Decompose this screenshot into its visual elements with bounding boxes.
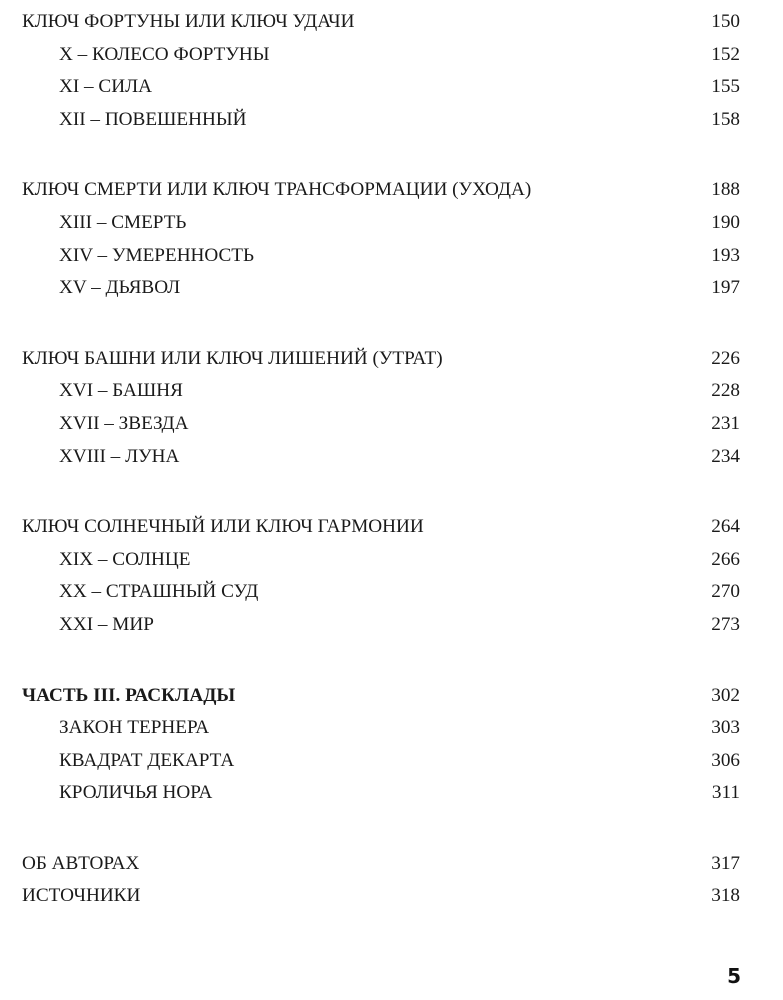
toc-entry — [22, 511, 740, 544]
toc-entry-title: КЛЮЧ СОЛНЕЧНЫЙ ИЛИ КЛЮЧ ГАРМОНИИ — [22, 516, 424, 538]
dot-leader — [213, 797, 711, 798]
toc-subentry-page: 228 — [711, 380, 740, 402]
toc-subentry-title: XIX – СОЛНЦЕ — [59, 548, 191, 570]
toc-section — [22, 680, 740, 810]
toc-subentry — [22, 104, 740, 137]
toc-entry-page: 302 — [711, 684, 740, 706]
toc-subentry-title: X – КОЛЕСО ФОРТУНЫ — [59, 43, 270, 65]
toc-subentry — [22, 71, 740, 104]
dot-leader — [235, 765, 710, 766]
toc-subentry — [22, 375, 740, 408]
page-number: 5 — [727, 964, 741, 988]
dot-leader — [191, 564, 710, 565]
toc-subentry-title: XVIII – ЛУНА — [59, 445, 180, 467]
toc-subentry-title: XIV – УМЕРЕННОСТЬ — [59, 244, 255, 266]
toc-entry — [22, 6, 740, 39]
toc-subentry-title: КРОЛИЧЬЯ НОРА — [59, 782, 213, 804]
toc-entry-title: ИСТОЧНИКИ — [22, 885, 141, 907]
dot-leader — [180, 461, 710, 462]
toc-subentry-page: 190 — [711, 211, 740, 233]
toc-subentry-title: ЗАКОН ТЕРНЕРА — [59, 717, 210, 739]
dot-leader — [181, 292, 710, 293]
dot-leader — [140, 868, 710, 869]
toc-subentry-page: 234 — [711, 445, 740, 467]
toc-entry — [22, 880, 740, 913]
dot-leader — [259, 596, 710, 597]
toc-subentry-page: 266 — [711, 548, 740, 570]
toc-subentry-page: 270 — [711, 581, 740, 603]
toc-subentry — [22, 240, 740, 273]
dot-leader — [189, 428, 710, 429]
toc-subentry — [22, 745, 740, 778]
toc-entry-title: ОБ АВТОРАХ — [22, 852, 140, 874]
toc-subentry — [22, 39, 740, 72]
toc-subentry-title: XX – СТРАШНЫЙ СУД — [59, 581, 259, 603]
dot-leader — [184, 395, 710, 396]
toc-subentry-title: XVI – БАШНЯ — [59, 380, 183, 402]
dot-leader — [187, 227, 710, 228]
dot-leader — [153, 91, 710, 92]
toc-subentry — [22, 272, 740, 305]
toc-subentry-title: XIII – СМЕРТЬ — [59, 211, 187, 233]
toc-subentry — [22, 441, 740, 474]
toc-subentry — [22, 609, 740, 642]
toc-part-entry — [22, 680, 740, 713]
toc-entry-page: 226 — [711, 347, 740, 369]
toc-entry-page: 150 — [711, 11, 740, 32]
toc-subentry — [22, 544, 740, 577]
toc-section — [22, 343, 740, 473]
toc-subentry-title: XII – ПОВЕШЕННЫЙ — [59, 108, 247, 130]
dot-leader — [155, 629, 710, 630]
toc-entry — [22, 343, 740, 376]
toc-subentry-title: XV – ДЬЯВОЛ — [59, 277, 181, 299]
dot-leader — [141, 900, 710, 901]
toc-subentry-title: XI – СИЛА — [59, 76, 152, 98]
toc-section — [22, 174, 740, 304]
toc-section — [22, 511, 740, 641]
toc-subentry — [22, 408, 740, 441]
dot-leader — [271, 59, 711, 60]
toc-section-back-matter — [22, 848, 740, 913]
toc-entry — [22, 848, 740, 881]
toc-entry — [22, 174, 740, 207]
toc-subentry-page: 303 — [711, 717, 740, 739]
toc-entry-page: 188 — [711, 179, 740, 201]
toc-subentry-page: 152 — [711, 43, 740, 65]
dot-leader — [210, 732, 710, 733]
dot-leader — [247, 124, 710, 125]
dot-leader — [236, 700, 710, 701]
dot-leader — [255, 260, 710, 261]
toc-subentry-page: 197 — [711, 277, 740, 299]
toc-entry-page: 264 — [711, 516, 740, 538]
toc-subentry-title: КВАДРАТ ДЕКАРТА — [59, 749, 235, 771]
toc-subentry — [22, 777, 740, 810]
toc-subentry-title: XXI – МИР — [59, 613, 154, 635]
toc-entry-title: КЛЮЧ БАШНИ ИЛИ КЛЮЧ ЛИШЕНИЙ (УТРАТ) — [22, 347, 443, 369]
toc-section — [22, 6, 740, 136]
dot-leader — [444, 363, 711, 364]
dot-leader — [532, 194, 710, 195]
toc-subentry-title: XVII – ЗВЕЗДА — [59, 412, 189, 434]
toc-subentry-page: 193 — [711, 244, 740, 266]
toc-subentry-page: 158 — [711, 108, 740, 130]
dot-leader — [356, 26, 711, 27]
toc-part-title: ЧАСТЬ III. РАСКЛАДЫ — [22, 684, 236, 706]
toc-subentry-page: 311 — [711, 782, 740, 804]
toc-entry-title: КЛЮЧ СМЕРТИ ИЛИ КЛЮЧ ТРАНСФОРМАЦИИ (УХОДА) — [22, 179, 532, 201]
toc-entry-page: 317 — [711, 852, 740, 874]
toc-subentry — [22, 712, 740, 745]
toc-subentry — [22, 576, 740, 609]
dot-leader — [425, 531, 711, 532]
toc-subentry — [22, 207, 740, 240]
table-of-contents — [22, 6, 740, 951]
toc-subentry-page: 155 — [711, 76, 740, 98]
toc-entry-page: 318 — [711, 885, 740, 907]
toc-subentry-page: 306 — [711, 749, 740, 771]
toc-subentry-page: 273 — [711, 613, 740, 635]
toc-entry-title: КЛЮЧ ФОРТУНЫ ИЛИ КЛЮЧ УДАЧИ — [22, 11, 355, 32]
toc-subentry-page: 231 — [711, 412, 740, 434]
